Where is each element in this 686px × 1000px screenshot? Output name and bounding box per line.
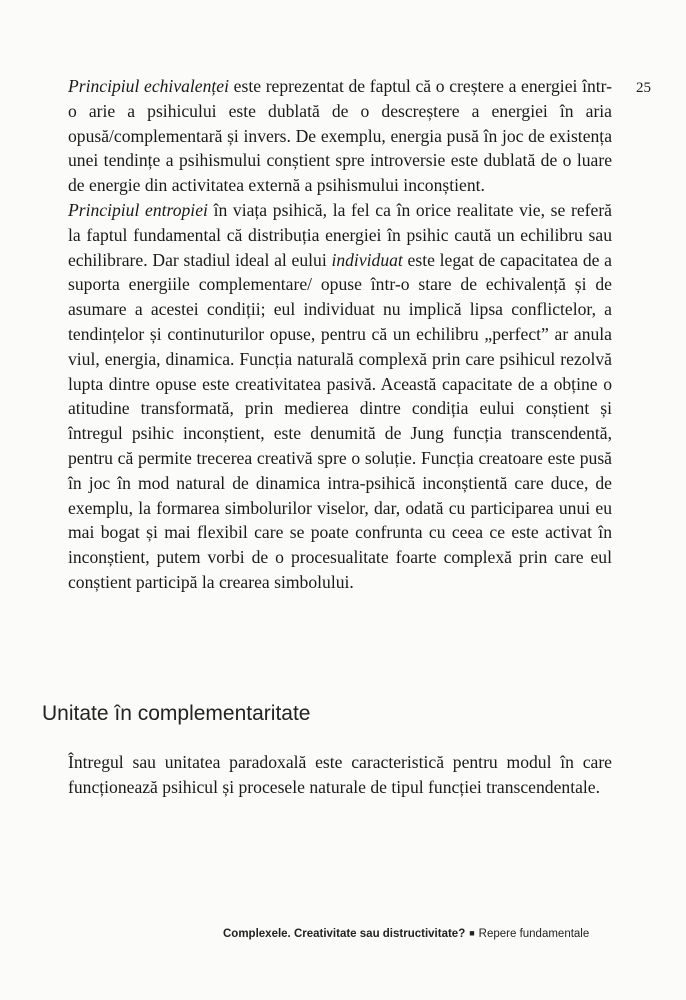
footer-book-title: Complexele. Creativitate sau distructivitate? [223,928,466,940]
footer-section: Repere fundamentale [478,928,590,940]
running-footer [223,928,589,940]
page-number: 25 [636,80,651,96]
text-run: este legat de capacitatea de a suporta energiile complementare/ opuse într-o stare de echivalență și de asumare a acestei condiții; eul individuat nu implică lipsa conflictelor, a tendințelor și continuturilor opuse, pentru că un echilibru „perfect” ar anula viul, energia, dinamica. Funcția naturală complexă prin care psihicul rezolvă lupta dintre opuse este creativitatea pasivă. Această capacitate de a obține o atitudine transformată, prin medierea dintre condiția eului conștient și întregul psihic inconștient, este denumită de Jung funcția transcendentă, pentru că permite trecerea creativă spre o soluție. Funcția creatoare este pusă în joc în mod natural de dinamica intra-psihică inconștientă care duce, de exemplu, la formarea simbolurilor viselor, dar, odată cu participarea unui eu mai bogat și mai flexibil care se poate confrunta cu ceea ce este activat în inconștient, putem vorbi de o procesualitate foarte complexă prin care eul conștient participă la crearea simbolului. [68,249,612,592]
paragraph-equivalence-principle [68,74,612,198]
term-italic: individuat [331,249,403,270]
paragraph-entropy-principle [68,198,612,595]
section-heading: Unitate în complementaritate [42,702,311,725]
body-text [68,74,612,595]
term-italic: Principiul entropiei [68,199,208,220]
paragraph-unity: Întregul sau unitatea paradoxală este caracteristică pentru modul în care funcționează psihicul și procesele naturale de tipul funcției transcendentale. [68,752,612,797]
text-run: în viața psihică, la fel ca în orice realitate vie, se referă la faptul fundamental că distribuția energiei în psihic caută un echilibru sau echilibrare. Dar stadiul ideal al eului [68,199,612,270]
term-italic: Principiul echivalenței [68,76,230,96]
footer-bullet: ■ [469,928,475,938]
text-run: este reprezentat de faptul că o creștere a energiei într-o arie a psihicului este dublată de o descreștere a energiei în aria opusă/complementară și invers. De exemplu, energia pusă în joc de existența unei tendințe a psihismului conștient spre introversie este dublată de o luare de energie din activitatea externă a psihismului inconștient. [68,76,613,196]
